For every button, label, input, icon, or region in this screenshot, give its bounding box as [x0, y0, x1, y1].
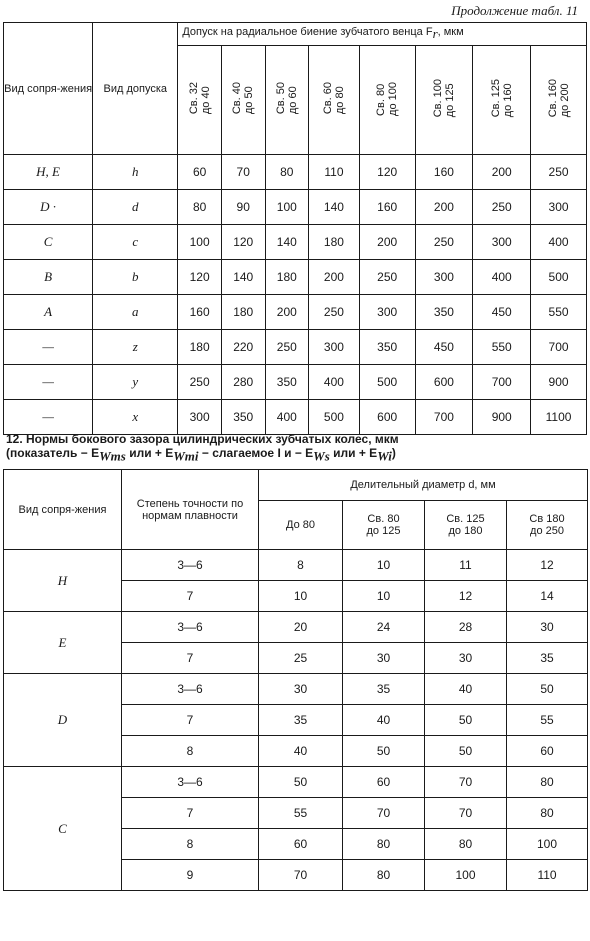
t1-range-header — [265, 46, 309, 155]
t1-mate-cell: C — [4, 225, 93, 260]
t2-diameter-header: Св. 125 до 180 — [425, 501, 507, 550]
t2-value-cell: 70 — [343, 798, 425, 829]
t2-accuracy-cell: 7 — [122, 798, 259, 829]
runout-tolerance-table — [3, 22, 587, 435]
t2-value-cell: 30 — [425, 643, 507, 674]
t2-mate-cell: C — [4, 767, 122, 891]
t1-row — [4, 330, 587, 365]
s12-sub: Wi — [377, 448, 392, 464]
t2-value-cell: 25 — [259, 643, 343, 674]
t1-range-header — [178, 46, 222, 155]
t2-accuracy-cell: 3—6 — [122, 674, 259, 705]
t1-value-cell: 180 — [265, 260, 309, 295]
t1-value-cell: 120 — [359, 155, 415, 190]
t2-accuracy-cell: 7 — [122, 581, 259, 612]
t2-value-cell: 40 — [343, 705, 425, 736]
section-12-title: 12. Нормы бокового зазора цилиндрических зубчатых колес, мкм — [6, 432, 399, 446]
t1-value-cell: 200 — [415, 190, 473, 225]
t2-value-cell: 12 — [507, 550, 588, 581]
t2-value-cell: 20 — [259, 612, 343, 643]
t1-value-cell: 550 — [473, 330, 531, 365]
t2-value-cell: 110 — [507, 860, 588, 891]
t1-mate-cell: A — [4, 295, 93, 330]
t2-mate-cell: E — [4, 612, 122, 674]
s12-part: − слагаемое I и − E — [198, 446, 314, 460]
t1-tolerance-cell: y — [93, 365, 178, 400]
t1-value-cell: 600 — [359, 400, 415, 435]
t1-value-cell: 400 — [309, 365, 360, 400]
t2-value-cell: 55 — [507, 705, 588, 736]
t1-header-runout — [178, 23, 587, 46]
t1-mate-cell: D · — [4, 190, 93, 225]
t1-range-header — [415, 46, 473, 155]
t1-row — [4, 400, 587, 435]
t2-value-cell: 70 — [425, 798, 507, 829]
t1-value-cell: 300 — [309, 330, 360, 365]
t1-tolerance-cell: h — [93, 155, 178, 190]
t1-row — [4, 260, 587, 295]
t2-header-diameter: Делительный диаметр d, мм — [259, 470, 588, 501]
t1-value-cell: 110 — [309, 155, 360, 190]
t1-value-cell: 350 — [359, 330, 415, 365]
t1-range-label: Св. 80 до 100 — [375, 81, 400, 116]
t1-value-cell: 160 — [415, 155, 473, 190]
t1-value-cell: 180 — [178, 330, 222, 365]
t1-row — [4, 190, 587, 225]
t1-range-header — [473, 46, 531, 155]
s12-part: или + E — [125, 446, 174, 460]
t2-diameter-header: Св 180 до 250 — [507, 501, 588, 550]
t2-value-cell: 50 — [343, 736, 425, 767]
t1-value-cell: 140 — [221, 260, 265, 295]
backlash-norms-table — [3, 469, 588, 891]
t1-tolerance-cell: c — [93, 225, 178, 260]
t1-header-tolerance: Вид допуска — [93, 23, 178, 155]
t2-value-cell: 30 — [507, 612, 588, 643]
t1-row — [4, 295, 587, 330]
t1-value-cell: 700 — [415, 400, 473, 435]
t2-mate-cell: D — [4, 674, 122, 767]
s12-part: или + E — [329, 446, 378, 460]
t1-value-cell: 550 — [531, 295, 587, 330]
t1-range-label: Св. 160 до 200 — [546, 79, 571, 118]
t2-row — [4, 767, 588, 798]
t1-header-runout-unit: , мкм — [437, 25, 464, 38]
t1-mate-cell: — — [4, 365, 93, 400]
t2-header-accuracy: Степень точности по нормам плавности — [122, 470, 259, 550]
t2-value-cell: 12 — [425, 581, 507, 612]
t2-value-cell: 11 — [425, 550, 507, 581]
t1-tolerance-cell: x — [93, 400, 178, 435]
t1-value-cell: 300 — [178, 400, 222, 435]
t1-value-cell: 350 — [221, 400, 265, 435]
section-12-heading — [6, 432, 586, 463]
t1-value-cell: 300 — [359, 295, 415, 330]
t2-value-cell: 80 — [507, 767, 588, 798]
t1-value-cell: 250 — [531, 155, 587, 190]
t1-row — [4, 225, 587, 260]
t1-value-cell: 300 — [531, 190, 587, 225]
t1-range-header — [309, 46, 360, 155]
t1-value-cell: 600 — [415, 365, 473, 400]
t1-value-cell: 350 — [265, 365, 309, 400]
t2-value-cell: 30 — [343, 643, 425, 674]
t1-value-cell: 180 — [221, 295, 265, 330]
t1-mate-cell: — — [4, 400, 93, 435]
t1-range-label: Св. 40 до 50 — [231, 82, 256, 115]
t1-value-cell: 250 — [178, 365, 222, 400]
t1-value-cell: 700 — [473, 365, 531, 400]
t2-accuracy-cell: 3—6 — [122, 612, 259, 643]
t1-value-cell: 280 — [221, 365, 265, 400]
t1-value-cell: 180 — [309, 225, 360, 260]
t2-value-cell: 50 — [425, 705, 507, 736]
t1-value-cell: 220 — [221, 330, 265, 365]
t2-diameter-header: Св. 80 до 125 — [343, 501, 425, 550]
t2-value-cell: 40 — [425, 674, 507, 705]
t2-value-cell: 70 — [259, 860, 343, 891]
t1-mate-cell: — — [4, 330, 93, 365]
t1-range-header — [359, 46, 415, 155]
t2-accuracy-cell: 3—6 — [122, 767, 259, 798]
t2-value-cell: 10 — [343, 550, 425, 581]
t1-value-cell: 1100 — [531, 400, 587, 435]
t1-range-header — [531, 46, 587, 155]
t1-range-label: Св. 32 до 40 — [187, 82, 212, 115]
t2-value-cell: 8 — [259, 550, 343, 581]
t1-value-cell: 100 — [178, 225, 222, 260]
t1-row — [4, 155, 587, 190]
t2-accuracy-cell: 8 — [122, 736, 259, 767]
s12-sub: Ws — [313, 448, 330, 464]
t1-tolerance-cell: z — [93, 330, 178, 365]
t2-value-cell: 100 — [425, 860, 507, 891]
t2-accuracy-cell: 8 — [122, 829, 259, 860]
t1-header-mate: Вид сопря-жения — [4, 23, 93, 155]
t2-row — [4, 550, 588, 581]
t1-value-cell: 450 — [415, 330, 473, 365]
t2-accuracy-cell: 7 — [122, 643, 259, 674]
t1-value-cell: 300 — [415, 260, 473, 295]
t2-row — [4, 674, 588, 705]
continuation-title: Продолжение табл. 11 — [451, 3, 578, 18]
t1-value-cell: 200 — [309, 260, 360, 295]
t1-value-cell: 500 — [309, 400, 360, 435]
t1-value-cell: 250 — [473, 190, 531, 225]
t1-value-cell: 80 — [265, 155, 309, 190]
t2-diameter-header: До 80 — [259, 501, 343, 550]
t1-range-label: Св. 125 до 160 — [489, 79, 514, 118]
t2-accuracy-cell: 9 — [122, 860, 259, 891]
t1-value-cell: 160 — [359, 190, 415, 225]
t1-value-cell: 400 — [265, 400, 309, 435]
t1-range-header — [221, 46, 265, 155]
t1-range-label: Св. 100 до 125 — [431, 79, 456, 118]
t1-header-runout-text: Допуск на радиальное биение зубчатого венца F — [182, 25, 433, 38]
t1-value-cell: 70 — [221, 155, 265, 190]
s12-part: (показатель − E — [6, 446, 100, 460]
t2-value-cell: 28 — [425, 612, 507, 643]
t1-tolerance-cell: d — [93, 190, 178, 225]
t2-value-cell: 50 — [425, 736, 507, 767]
t1-range-label: Св. 60 до 80 — [321, 82, 346, 115]
t2-accuracy-cell: 3—6 — [122, 550, 259, 581]
t2-value-cell: 80 — [343, 860, 425, 891]
t1-value-cell: 700 — [531, 330, 587, 365]
t2-accuracy-cell: 7 — [122, 705, 259, 736]
t1-value-cell: 250 — [415, 225, 473, 260]
t2-value-cell: 50 — [259, 767, 343, 798]
t1-value-cell: 90 — [221, 190, 265, 225]
t1-value-cell: 900 — [531, 365, 587, 400]
t1-value-cell: 140 — [309, 190, 360, 225]
t2-value-cell: 80 — [425, 829, 507, 860]
t2-value-cell: 35 — [259, 705, 343, 736]
t1-value-cell: 400 — [473, 260, 531, 295]
t1-tolerance-cell: a — [93, 295, 178, 330]
t1-mate-cell: H, E — [4, 155, 93, 190]
t2-value-cell: 24 — [343, 612, 425, 643]
t2-value-cell: 80 — [343, 829, 425, 860]
t2-value-cell: 100 — [507, 829, 588, 860]
s12-sub: Wmi — [173, 448, 199, 464]
t2-value-cell: 10 — [259, 581, 343, 612]
t1-value-cell: 160 — [178, 295, 222, 330]
t1-value-cell: 350 — [415, 295, 473, 330]
t1-row — [4, 365, 587, 400]
t2-row — [4, 612, 588, 643]
t2-value-cell: 50 — [507, 674, 588, 705]
t1-value-cell: 500 — [531, 260, 587, 295]
t1-value-cell: 900 — [473, 400, 531, 435]
t1-value-cell: 250 — [359, 260, 415, 295]
t1-header-runout-sub: r — [432, 26, 438, 42]
t1-value-cell: 250 — [265, 330, 309, 365]
t1-value-cell: 120 — [221, 225, 265, 260]
t2-value-cell: 10 — [343, 581, 425, 612]
t2-value-cell: 14 — [507, 581, 588, 612]
t2-value-cell: 60 — [343, 767, 425, 798]
t1-range-label: Св. 50 до 60 — [274, 82, 299, 115]
t2-value-cell: 55 — [259, 798, 343, 829]
t1-value-cell: 250 — [309, 295, 360, 330]
t2-header-mate: Вид сопря-жения — [4, 470, 122, 550]
t1-value-cell: 500 — [359, 365, 415, 400]
t1-value-cell: 200 — [265, 295, 309, 330]
t1-mate-cell: B — [4, 260, 93, 295]
t1-value-cell: 200 — [473, 155, 531, 190]
t2-value-cell: 70 — [425, 767, 507, 798]
t2-value-cell: 40 — [259, 736, 343, 767]
t1-value-cell: 60 — [178, 155, 222, 190]
t2-value-cell: 60 — [507, 736, 588, 767]
t2-value-cell: 30 — [259, 674, 343, 705]
t2-value-cell: 80 — [507, 798, 588, 829]
t1-value-cell: 450 — [473, 295, 531, 330]
t2-value-cell: 35 — [507, 643, 588, 674]
t2-value-cell: 60 — [259, 829, 343, 860]
t1-value-cell: 120 — [178, 260, 222, 295]
t1-value-cell: 300 — [473, 225, 531, 260]
t1-value-cell: 140 — [265, 225, 309, 260]
t1-value-cell: 80 — [178, 190, 222, 225]
t2-value-cell: 35 — [343, 674, 425, 705]
t1-value-cell: 400 — [531, 225, 587, 260]
t2-mate-cell: H — [4, 550, 122, 612]
s12-sub: Wms — [99, 448, 126, 464]
s12-part: ) — [391, 446, 396, 460]
t1-value-cell: 200 — [359, 225, 415, 260]
t1-value-cell: 100 — [265, 190, 309, 225]
t1-tolerance-cell: b — [93, 260, 178, 295]
section-12-subtitle — [6, 446, 586, 463]
